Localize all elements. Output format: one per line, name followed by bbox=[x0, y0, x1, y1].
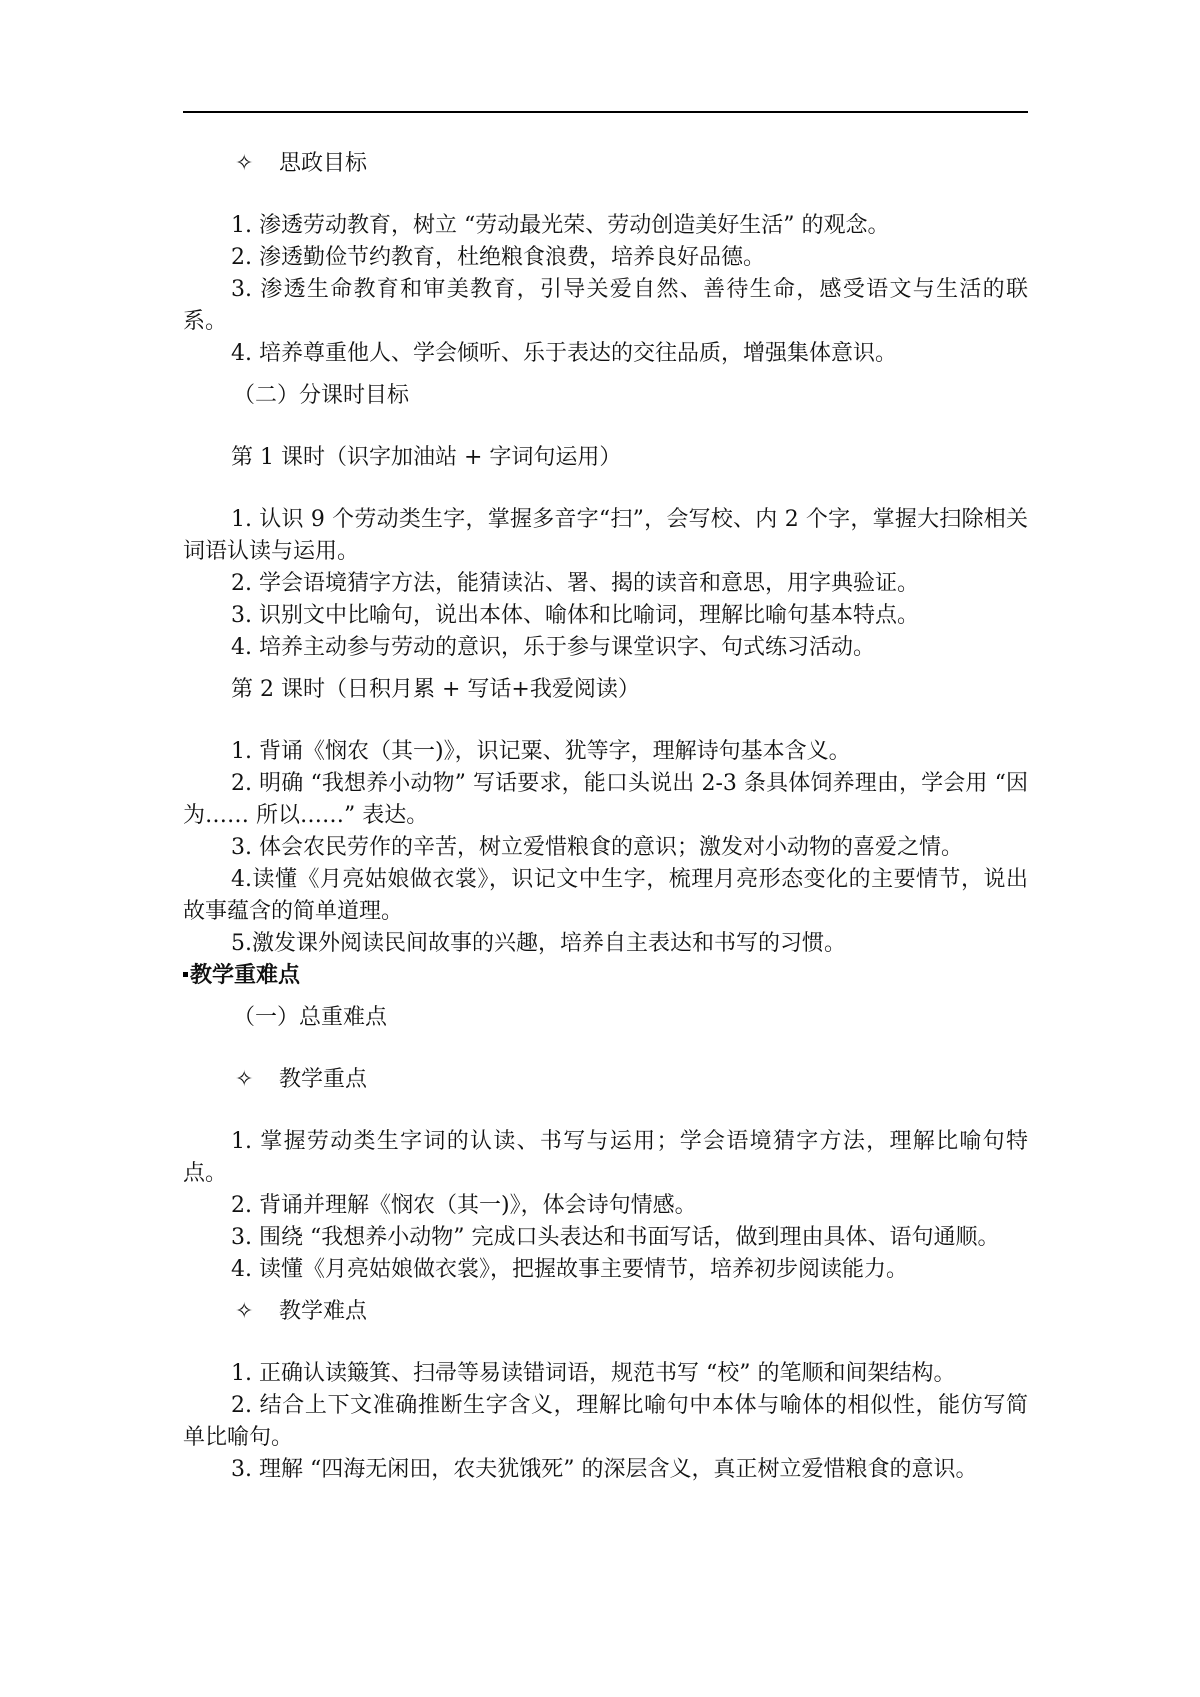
lesson1-item-4: 4. 培养主动参与劳动的意识，乐于参与课堂识字、句式练习活动。 bbox=[231, 635, 875, 660]
lesson-goals-title: （二）分课时目标 bbox=[233, 383, 410, 408]
difficult-point-item-3: 3. 理解 “四海无闲田，农夫犹饿死” 的深层含义，真正树立爱惜粮食的意识。 bbox=[231, 1457, 978, 1482]
ideology-item-2: 2. 渗透勤俭节约教育，杜绝粮食浪费，培养良好品德。 bbox=[231, 245, 765, 270]
diamond-bullet-icon: ✧ bbox=[235, 1299, 254, 1324]
lesson2-item-5: 5.激发课外阅读民间故事的兴趣，培养自主表达和书写的习惯。 bbox=[231, 931, 846, 956]
diamond-bullet-icon: ✧ bbox=[235, 1067, 254, 1092]
key-difficult-heading bbox=[183, 960, 1028, 992]
lesson1-item-3: 3. 识别文中比喻句，说出本体、喻体和比喻词，理解比喻句基本特点。 bbox=[231, 603, 919, 628]
lesson1-item-1: 1. 认识 9 个劳动类生字，掌握多音字“扫”，会写校、内 2 个字，掌握大扫除相关词语认读与运用。 bbox=[183, 507, 1028, 564]
difficult-points-heading bbox=[235, 1296, 1028, 1328]
key-points-heading bbox=[235, 1064, 1028, 1096]
difficult-points-title: 教学难点 bbox=[279, 1299, 368, 1324]
ideology-item-3: 3. 渗透生命教育和审美教育，引导关爱自然、善待生命，感受语文与生活的联系。 bbox=[183, 277, 1028, 334]
document-body bbox=[183, 148, 1028, 1486]
ideology-goal-heading bbox=[235, 148, 1028, 180]
key-points-title: 教学重点 bbox=[279, 1067, 368, 1092]
key-point-item-2: 2. 背诵并理解《悯农（其一)》，体会诗句情感。 bbox=[231, 1193, 697, 1218]
lesson1-item-2: 2. 学会语境猜字方法，能猜读沾、署、揭的读音和意思，用字典验证。 bbox=[231, 571, 919, 596]
lesson2-item-2: 2. 明确 “我想养小动物” 写话要求，能口头说出 2-3 条具体饲养理由，学会用 “因为…… 所以……” 表达。 bbox=[183, 771, 1028, 828]
key-point-item-4: 4. 读懂《月亮姑娘做衣裳》，把握故事主要情节，培养初步阅读能力。 bbox=[231, 1257, 908, 1282]
lesson2-item-3: 3. 体会农民劳作的辛苦，树立爱惜粮食的意识；激发对小动物的喜爱之情。 bbox=[231, 835, 963, 860]
header-rule bbox=[183, 111, 1028, 113]
ideology-item-1: 1. 渗透劳动教育，树立 “劳动最光荣、劳动创造美好生活” 的观念。 bbox=[231, 213, 890, 238]
lesson2-title: 第 2 课时（日积月累 + 写话+我爱阅读） bbox=[231, 677, 640, 702]
key-difficult-title: 教学重难点 bbox=[190, 963, 301, 988]
lesson1-title: 第 1 课时（识字加油站 + 字词句运用） bbox=[231, 445, 622, 470]
square-bullet-icon bbox=[183, 972, 188, 977]
key-point-item-1: 1. 掌握劳动类生字词的认读、书写与运用；学会语境猜字方法，理解比喻句特点。 bbox=[183, 1129, 1028, 1186]
difficult-point-item-1: 1. 正确认读簸箕、扫帚等易读错词语，规范书写 “校” 的笔顺和间架结构。 bbox=[231, 1361, 956, 1386]
lesson2-item-1: 1. 背诵《悯农（其一)》，识记粟、犹等字，理解诗句基本含义。 bbox=[231, 739, 851, 764]
difficult-point-item-2: 2. 结合上下文准确推断生字含义，理解比喻句中本体与喻体的相似性，能仿写简单比喻句。 bbox=[183, 1393, 1028, 1450]
ideology-goal-title: 思政目标 bbox=[279, 151, 368, 176]
key-point-item-3: 3. 围绕 “我想养小动物” 完成口头表达和书面写话，做到理由具体、语句通顺。 bbox=[231, 1225, 1000, 1250]
ideology-item-4: 4. 培养尊重他人、学会倾听、乐于表达的交往品质，增强集体意识。 bbox=[231, 341, 897, 366]
key-difficult-subtitle: （一）总重难点 bbox=[233, 1005, 388, 1030]
lesson2-item-4: 4.读懂《月亮姑娘做衣裳》，识记文中生字，梳理月亮形态变化的主要情节，说出故事蕴含的简单道理。 bbox=[183, 867, 1028, 924]
diamond-bullet-icon: ✧ bbox=[235, 151, 254, 176]
